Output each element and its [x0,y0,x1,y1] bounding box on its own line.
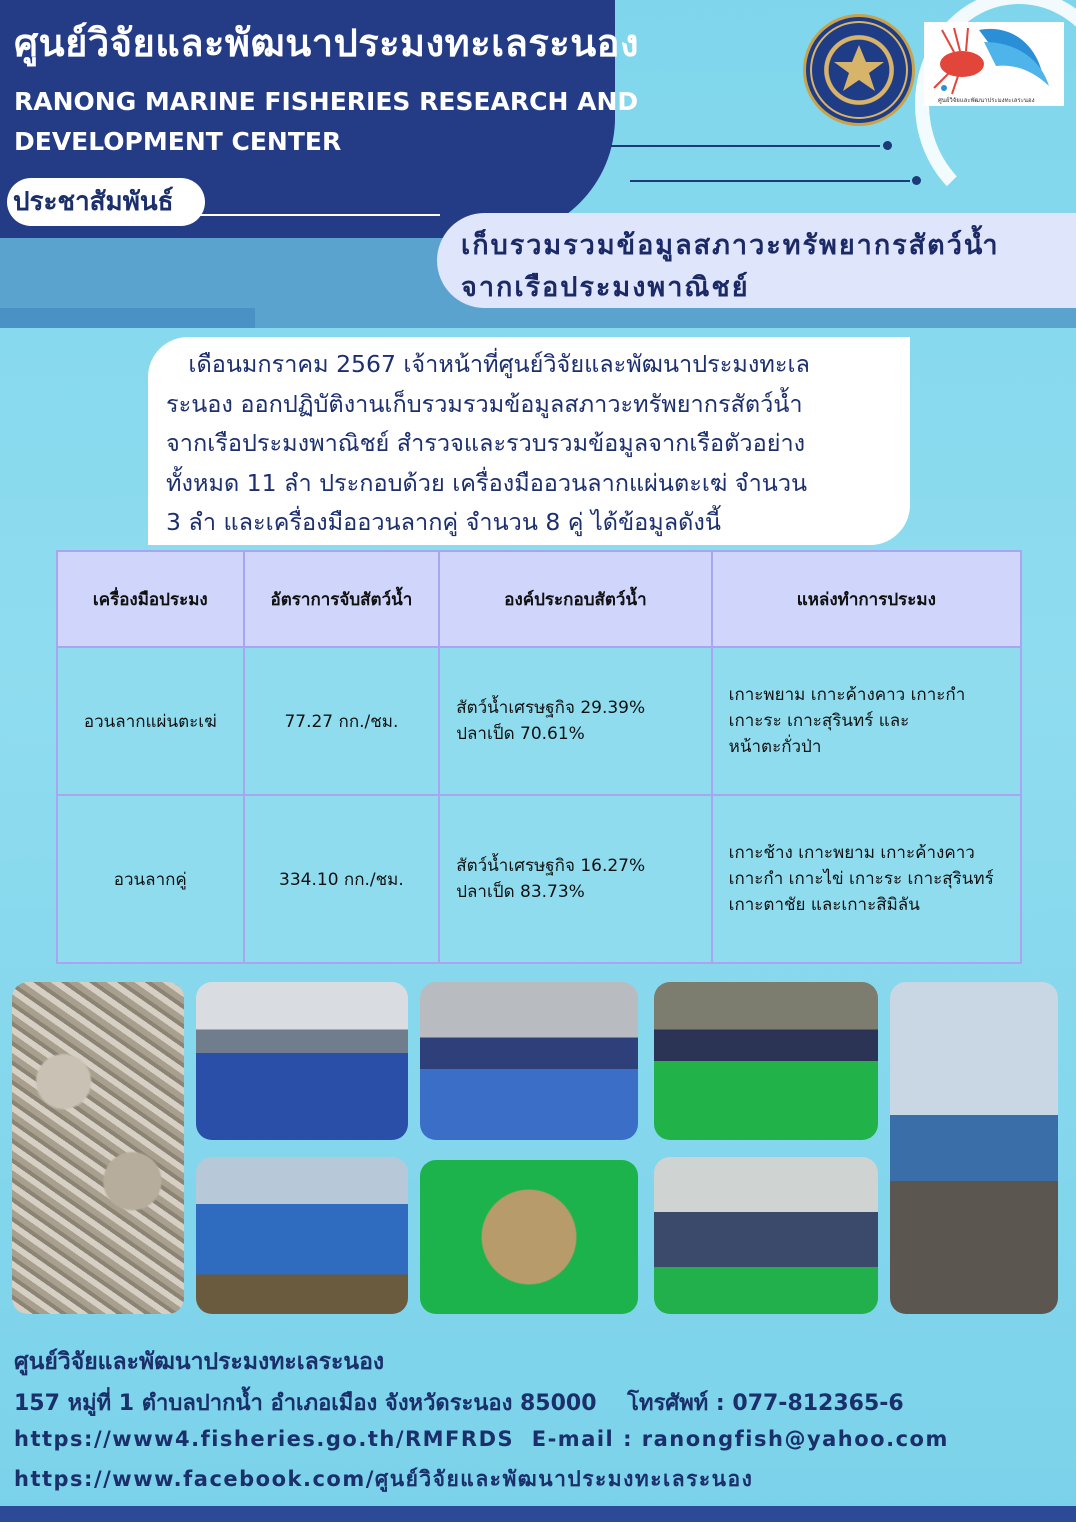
column-header-rate: อัตราการจับสัตว์น้ำ [244,551,440,647]
gear-cell: อวนลากคู่ [57,795,244,963]
area-line: เกาะระ เกาะสุรินทร์ และ [728,711,910,731]
photo-staff-recording [654,1157,878,1314]
section-label: ประชาสัมพันธ์ [7,178,205,226]
composition-economic: สัตว์น้ำเศรษฐกิจ 29.39% [456,698,646,718]
topic-line2: จากเรือประมงพาณิชย์ [461,272,750,303]
section-underline [200,214,440,216]
rate-cell: 334.10 กก./ชม. [244,795,440,963]
fisheries-department-seal-icon [803,14,915,126]
table-row [57,795,1021,963]
photo-crabs-baskets [654,982,878,1140]
composition-economic: สัตว์น้ำเศรษฐกิจ 16.27% [456,856,646,876]
topic-line1: เก็บรวมรวมข้อมูลสภาวะทรัพยากรสัตว์น้ำ [461,230,1000,261]
area-line: หน้าตะกั่วป่า [728,737,822,757]
column-header-area: แหล่งทำการประมง [712,551,1021,647]
footer-address: 157 หมู่ที่ 1 ตำบลปากน้ำ อำเภอเมือง จังหวัดระนอง 85000 โทรศัพท์ : 077-812365-6 [14,1391,904,1416]
intro-line: จากเรือประมงพาณิชย์ สำรวจและรวบรวมข้อมูลจากเรือตัวอย่าง [166,429,806,457]
composition-trash-fish: ปลาเป็ด 70.61% [456,724,585,744]
column-header-composition: องค์ประกอบสัตว์น้ำ [439,551,711,647]
footer-facebook-link[interactable]: https://www.facebook.com/ศูนย์วิจัยและพัฒนาประมงทะเลระนอง [14,1467,754,1491]
table-row [57,647,1021,795]
composition-trash-fish: ปลาเป็ด 83.73% [456,882,585,902]
area-line: เกาะตาชัย และเกาะสิมิลัน [728,895,920,915]
decoration-dot [883,141,892,150]
intro-line: ระนอง ออกปฏิบัติงานเก็บรวมรวมข้อมูลสภาวะทรัพยากรสัตว์น้ำ [166,389,803,418]
intro-line: ทั้งหมด 11 ลำ ประกอบด้วย เครื่องมืออวนลากแผ่นตะเฆ่ จำนวน [166,468,808,497]
area-line: เกาะพยาม เกาะค้างคาว เกาะกำ [728,685,966,705]
photo-staff-sorting [420,982,638,1140]
area-line: เกาะกำ เกาะไข่ เกาะระ เกาะสุรินทร์ [728,869,994,889]
intro-line: 3 ลำ และเครื่องมืออวนลากคู่ จำนวน 8 คู่ ได้ข้อมูลดังนี้ [166,508,721,536]
thai-title: ศูนย์วิจัยและพัฒนาประมงทะเลระนอง [14,21,640,65]
topic-banner [437,213,1076,308]
decoration-dot [912,176,921,185]
english-title-line1: RANONG MARINE FISHERIES RESEARCH AND [14,87,639,116]
fishing-data-table [56,550,1022,964]
column-header-gear: เครื่องมือประมง [57,551,244,647]
composition-cell [439,795,711,963]
intro-paragraph [148,337,910,545]
english-title [14,82,654,162]
photo-fishing-boat [196,1157,408,1314]
area-line: เกาะช้าง เกาะพยาม เกาะค้างคาว [728,843,975,863]
decoration-line [630,180,910,182]
header-band-left [0,238,255,308]
intro-line: เดือนมกราคม 2567 เจ้าหน้าที่ศูนย์วิจัยและพัฒนาประมงทะเล [166,350,810,378]
area-cell [712,647,1021,795]
gear-cell: อวนลากแผ่นตะเฆ่ [57,647,244,795]
rate-cell: 77.27 กก./ชม. [244,647,440,795]
english-title-line2: DEVELOPMENT CENTER [14,127,342,156]
footer-website-email[interactable]: https://www4.fisheries.go.th/RMFRDS E-mail : ranongfish@yahoo.com [14,1427,949,1451]
photo-fish-tanks [196,982,408,1140]
table-header-row [57,551,1021,647]
photo-staff-on-pier [890,982,1058,1314]
lionfish-logo-caption: ศูนย์วิจัยและพัฒนาประมงทะเลระนอง [938,97,1035,104]
bottom-bar [0,1506,1076,1522]
photo-crab-basket [420,1160,638,1314]
area-cell [712,795,1021,963]
decoration-line [610,145,880,147]
lionfish-logo-icon [924,22,1064,106]
footer-org: ศูนย์วิจัยและพัฒนาประมงทะเลระนอง [14,1349,385,1375]
photo-fish-catch [12,982,184,1314]
composition-cell [439,647,711,795]
